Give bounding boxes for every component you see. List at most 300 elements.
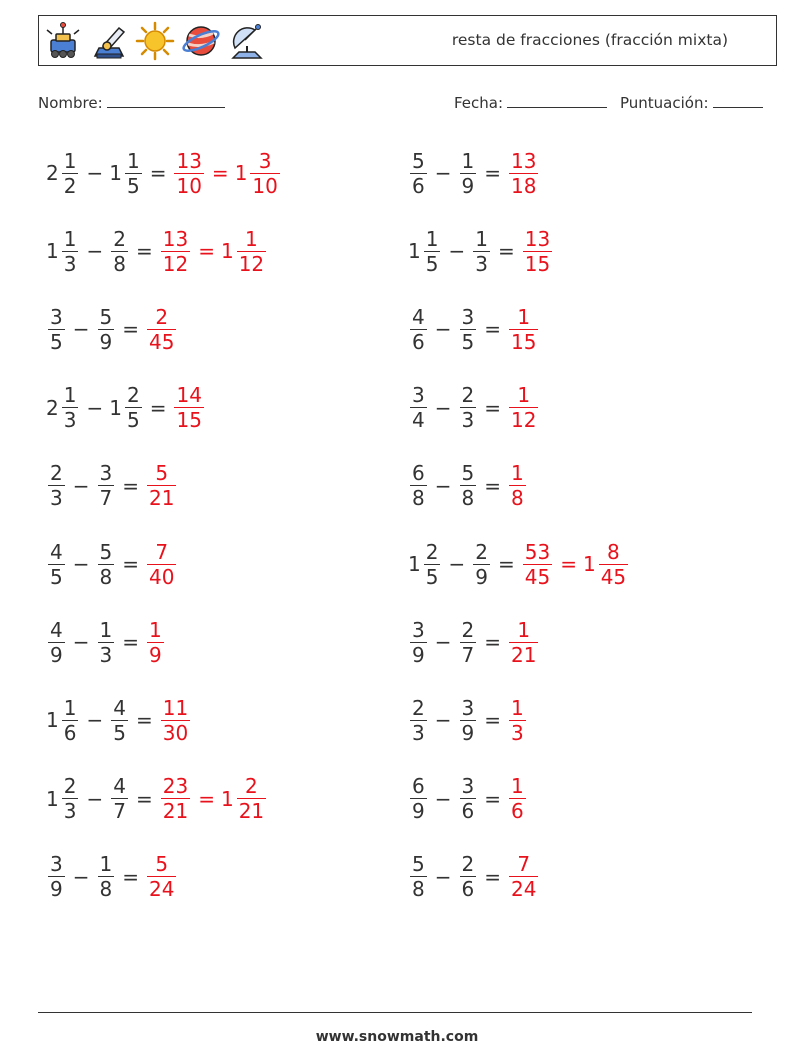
answer-denominator: 21 bbox=[511, 642, 537, 667]
answer-numerator: 1 bbox=[511, 695, 524, 720]
minus-sign: − bbox=[448, 552, 466, 576]
answer-fraction bbox=[147, 618, 164, 667]
answer-fraction bbox=[147, 540, 176, 589]
minuend-fraction bbox=[424, 227, 441, 276]
subtrahend-numerator: 1 bbox=[99, 617, 113, 642]
answer bbox=[521, 227, 554, 276]
subtrahend-denominator: 6 bbox=[461, 799, 475, 824]
subtrahend-fraction bbox=[460, 149, 477, 198]
subtrahend-fraction bbox=[98, 618, 115, 667]
minuend-numerator: 5 bbox=[412, 852, 425, 877]
subtrahend-fraction bbox=[125, 149, 142, 198]
answer bbox=[145, 852, 178, 901]
answer-numerator: 1 bbox=[511, 774, 524, 799]
equals-sign: = bbox=[122, 317, 139, 342]
answer-numerator: 1 bbox=[149, 617, 162, 642]
minuend-whole: 1 bbox=[408, 239, 421, 264]
equals-sign: = bbox=[149, 161, 167, 185]
mixed-answer-whole: 1 bbox=[220, 239, 234, 264]
minuend-denominator: 6 bbox=[412, 173, 425, 198]
minuend-numerator: 6 bbox=[412, 461, 425, 486]
minuend-numerator: 1 bbox=[63, 148, 77, 173]
answer-fraction bbox=[509, 852, 538, 901]
subtrahend-denominator: 5 bbox=[126, 173, 140, 198]
subtrahend-fraction bbox=[460, 696, 477, 745]
answer bbox=[507, 461, 528, 510]
answer-denominator: 21 bbox=[162, 799, 189, 824]
equals-sign: = bbox=[560, 552, 577, 576]
problem-item bbox=[408, 143, 540, 203]
equals-sign: = bbox=[122, 864, 139, 889]
problem-item bbox=[46, 769, 268, 829]
subtrahend-numerator: 2 bbox=[126, 383, 140, 408]
equals-sign: = bbox=[484, 630, 501, 655]
minuend-denominator: 5 bbox=[425, 564, 439, 589]
minus-sign: − bbox=[72, 317, 90, 342]
equals-sign: = bbox=[122, 473, 139, 498]
footer-divider bbox=[38, 1012, 752, 1013]
answer-denominator: 12 bbox=[511, 408, 537, 433]
subtrahend-fraction bbox=[460, 852, 477, 901]
subtrahend-denominator: 8 bbox=[461, 486, 475, 511]
answer bbox=[507, 305, 540, 354]
answer-fraction bbox=[509, 696, 526, 745]
minuend-fraction bbox=[48, 305, 65, 354]
minuend-whole: 2 bbox=[46, 395, 59, 420]
minuend-denominator: 9 bbox=[412, 642, 425, 667]
subtrahend-denominator: 8 bbox=[99, 564, 113, 589]
minuend-numerator: 4 bbox=[50, 617, 63, 642]
answer-fraction bbox=[147, 305, 176, 354]
minuend-numerator: 2 bbox=[412, 695, 425, 720]
answer-fraction bbox=[174, 149, 203, 198]
subtrahend-numerator: 2 bbox=[475, 539, 488, 564]
answer-numerator: 7 bbox=[517, 852, 531, 877]
answer-denominator: 12 bbox=[162, 251, 189, 276]
answer bbox=[145, 461, 178, 510]
minuend-fraction bbox=[62, 383, 79, 432]
minuend-fraction bbox=[410, 774, 427, 823]
answer bbox=[507, 383, 540, 432]
minuend-denominator: 3 bbox=[50, 486, 63, 511]
minuend-denominator: 6 bbox=[412, 329, 425, 354]
subtrahend-denominator: 3 bbox=[475, 251, 488, 276]
score-blank[interactable] bbox=[713, 93, 763, 108]
minuend-numerator: 3 bbox=[412, 617, 425, 642]
answer-numerator: 23 bbox=[162, 774, 189, 799]
answer bbox=[172, 383, 205, 432]
subtrahend-fraction bbox=[460, 618, 477, 667]
problem-item bbox=[46, 534, 178, 594]
equals-sign: = bbox=[484, 786, 501, 811]
answer-numerator: 13 bbox=[176, 148, 202, 173]
answer-fraction bbox=[509, 149, 538, 198]
subtrahend-numerator: 2 bbox=[113, 226, 126, 251]
minuend-numerator: 2 bbox=[63, 774, 77, 799]
minuend-numerator: 1 bbox=[425, 226, 439, 251]
subtrahend-fraction bbox=[111, 696, 128, 745]
problem-item bbox=[46, 143, 282, 203]
problem-item bbox=[408, 299, 540, 359]
answer-denominator: 15 bbox=[511, 329, 537, 354]
subtrahend-fraction bbox=[98, 852, 115, 901]
subtrahend-numerator: 1 bbox=[475, 226, 488, 251]
problem-item bbox=[408, 690, 528, 750]
answer-denominator: 8 bbox=[511, 486, 524, 511]
answer-numerator: 2 bbox=[155, 304, 169, 329]
answer bbox=[159, 227, 268, 276]
subtrahend-fraction bbox=[111, 227, 128, 276]
minus-sign: − bbox=[434, 395, 452, 420]
minuend-whole: 1 bbox=[46, 239, 59, 264]
answer bbox=[159, 696, 192, 745]
worksheet-header bbox=[38, 15, 777, 66]
minuend-denominator: 3 bbox=[412, 720, 425, 745]
subtrahend-numerator: 3 bbox=[461, 304, 475, 329]
minuend-numerator: 4 bbox=[50, 539, 63, 564]
mixed-answer-whole: 1 bbox=[582, 552, 596, 576]
minus-sign: − bbox=[72, 864, 90, 889]
subtrahend-denominator: 5 bbox=[113, 720, 126, 745]
problem-item bbox=[46, 378, 206, 438]
subtrahend-numerator: 2 bbox=[461, 383, 475, 408]
answer-denominator: 24 bbox=[149, 877, 175, 902]
subtrahend-fraction bbox=[460, 461, 477, 510]
subtrahend-numerator: 3 bbox=[99, 461, 113, 486]
minuend-fraction bbox=[410, 305, 427, 354]
subtrahend-fraction bbox=[125, 383, 142, 432]
minuend-fraction bbox=[48, 540, 65, 589]
subtrahend-denominator: 9 bbox=[461, 173, 475, 198]
equals-sign: = bbox=[484, 864, 501, 889]
minuend-denominator: 8 bbox=[412, 877, 425, 902]
mixed-answer-denominator: 21 bbox=[238, 799, 265, 824]
minuend-fraction bbox=[62, 774, 79, 823]
minuend-numerator: 5 bbox=[412, 148, 425, 173]
minuend-fraction bbox=[410, 618, 427, 667]
subtrahend-numerator: 1 bbox=[99, 852, 113, 877]
answer bbox=[145, 618, 166, 667]
minuend-denominator: 4 bbox=[412, 408, 425, 433]
equals-sign: = bbox=[484, 161, 501, 185]
minuend-numerator: 1 bbox=[63, 695, 77, 720]
answer-numerator: 1 bbox=[517, 617, 531, 642]
problem-item bbox=[408, 612, 540, 672]
mixed-answer-denominator: 10 bbox=[252, 173, 278, 198]
problem-item bbox=[46, 690, 192, 750]
answer-denominator: 3 bbox=[511, 720, 524, 745]
mixed-answer-numerator: 1 bbox=[245, 226, 258, 251]
subtrahend-denominator: 9 bbox=[99, 329, 113, 354]
answer-fraction bbox=[523, 540, 552, 589]
minuend-denominator: 2 bbox=[63, 173, 77, 198]
worksheet-title: resta de fracciones (fracción mixta) bbox=[451, 31, 728, 49]
subtrahend-numerator: 5 bbox=[99, 539, 113, 564]
minus-sign: − bbox=[434, 473, 452, 498]
answer bbox=[145, 305, 178, 354]
answer-fraction bbox=[161, 696, 190, 745]
mixed-answer-fraction bbox=[237, 227, 266, 276]
answer-fraction bbox=[523, 227, 552, 276]
answer bbox=[159, 774, 268, 823]
telescope-icon bbox=[89, 20, 129, 62]
problem-item bbox=[408, 456, 528, 516]
mixed-answer-numerator: 3 bbox=[258, 148, 272, 173]
satellite-dish-icon bbox=[227, 20, 267, 62]
minuend-numerator: 6 bbox=[412, 774, 425, 799]
answer bbox=[521, 540, 630, 589]
answer-denominator: 45 bbox=[524, 564, 551, 589]
subtrahend-denominator: 3 bbox=[461, 408, 475, 433]
equals-sign: = bbox=[198, 239, 215, 264]
subtrahend-denominator: 7 bbox=[99, 486, 113, 511]
subtrahend-fraction bbox=[473, 540, 490, 589]
equals-sign: = bbox=[135, 786, 153, 811]
subtrahend-denominator: 9 bbox=[475, 564, 488, 589]
date-blank[interactable] bbox=[507, 93, 607, 108]
minuend-whole: 1 bbox=[408, 552, 421, 576]
answer bbox=[172, 149, 281, 198]
answer-denominator: 15 bbox=[176, 408, 202, 433]
answer-numerator: 11 bbox=[162, 695, 189, 720]
mixed-answer-numerator: 2 bbox=[245, 774, 258, 799]
minuend-fraction bbox=[424, 540, 441, 589]
answer-fraction bbox=[509, 383, 538, 432]
equals-sign: = bbox=[135, 239, 153, 264]
mixed-answer-whole: 1 bbox=[234, 161, 248, 185]
rover-icon bbox=[43, 20, 83, 62]
equals-sign: = bbox=[484, 473, 501, 498]
footer-url: www.snowmath.com bbox=[315, 1029, 479, 1045]
minuend-numerator: 3 bbox=[50, 852, 63, 877]
subtrahend-numerator: 3 bbox=[461, 695, 475, 720]
score-field bbox=[620, 93, 763, 112]
subtrahend-numerator: 5 bbox=[99, 304, 113, 329]
minus-sign: − bbox=[448, 239, 466, 264]
minus-sign: − bbox=[434, 786, 452, 811]
problem-item bbox=[408, 534, 630, 594]
subtrahend-numerator: 2 bbox=[461, 617, 475, 642]
equals-sign: = bbox=[198, 786, 215, 811]
minuend-fraction bbox=[48, 461, 65, 510]
equals-sign: = bbox=[135, 708, 153, 733]
minus-sign: − bbox=[86, 395, 104, 420]
answer-fraction bbox=[509, 774, 526, 823]
subtrahend-numerator: 3 bbox=[461, 774, 475, 799]
subtrahend-fraction bbox=[111, 774, 128, 823]
date-field bbox=[454, 93, 607, 112]
minus-sign: − bbox=[86, 786, 104, 811]
mixed-answer-whole: 1 bbox=[220, 786, 234, 811]
problem-item bbox=[46, 847, 178, 907]
subtrahend-fraction bbox=[98, 461, 115, 510]
name-field bbox=[38, 93, 225, 112]
answer-denominator: 24 bbox=[511, 877, 537, 902]
answer-fraction bbox=[174, 383, 203, 432]
answer-numerator: 1 bbox=[517, 383, 531, 408]
minuend-denominator: 3 bbox=[63, 251, 77, 276]
problem-item bbox=[408, 378, 540, 438]
subtrahend-numerator: 4 bbox=[113, 695, 126, 720]
subtrahend-denominator: 5 bbox=[126, 408, 140, 433]
minuend-numerator: 3 bbox=[412, 383, 425, 408]
equals-sign: = bbox=[497, 239, 515, 264]
minuend-numerator: 2 bbox=[50, 461, 63, 486]
equals-sign: = bbox=[122, 630, 139, 655]
minuend-fraction bbox=[62, 149, 79, 198]
mixed-answer-denominator: 12 bbox=[238, 251, 265, 276]
answer-numerator: 53 bbox=[524, 539, 551, 564]
subtrahend-denominator: 6 bbox=[461, 877, 475, 902]
answer-numerator: 14 bbox=[176, 383, 202, 408]
answer-fraction bbox=[509, 618, 538, 667]
minus-sign: − bbox=[434, 864, 452, 889]
subtrahend-numerator: 1 bbox=[461, 148, 475, 173]
minuend-denominator: 9 bbox=[50, 642, 63, 667]
minuend-fraction bbox=[48, 852, 65, 901]
answer bbox=[507, 149, 540, 198]
minuend-whole: 1 bbox=[46, 708, 59, 733]
subtrahend-fraction bbox=[473, 227, 490, 276]
minuend-numerator: 1 bbox=[63, 226, 77, 251]
subtrahend-denominator: 7 bbox=[113, 799, 126, 824]
planet-icon bbox=[181, 20, 221, 62]
answer-fraction bbox=[509, 305, 538, 354]
answer-denominator: 15 bbox=[524, 251, 551, 276]
score-label: Puntuación: bbox=[620, 94, 709, 112]
minus-sign: − bbox=[86, 239, 104, 264]
answer-denominator: 45 bbox=[149, 329, 175, 354]
subtrahend-fraction bbox=[98, 305, 115, 354]
minuend-numerator: 1 bbox=[63, 383, 77, 408]
minuend-denominator: 9 bbox=[50, 877, 63, 902]
name-label: Nombre: bbox=[38, 94, 103, 112]
minus-sign: − bbox=[72, 552, 90, 576]
subtrahend-whole: 1 bbox=[109, 395, 122, 420]
problem-item bbox=[408, 847, 540, 907]
mixed-answer-numerator: 8 bbox=[607, 539, 620, 564]
subtrahend-fraction bbox=[460, 383, 477, 432]
mixed-answer-fraction bbox=[250, 149, 279, 198]
equals-sign: = bbox=[149, 395, 167, 420]
answer-fraction bbox=[161, 774, 190, 823]
minus-sign: − bbox=[434, 161, 452, 185]
minus-sign: − bbox=[434, 317, 452, 342]
subtrahend-denominator: 3 bbox=[99, 642, 113, 667]
equals-sign: = bbox=[497, 552, 515, 576]
minuend-denominator: 5 bbox=[50, 564, 63, 589]
minus-sign: − bbox=[72, 473, 90, 498]
answer-denominator: 21 bbox=[149, 486, 175, 511]
subtrahend-denominator: 8 bbox=[113, 251, 126, 276]
minuend-fraction bbox=[48, 618, 65, 667]
answer-denominator: 10 bbox=[176, 173, 202, 198]
answer-fraction bbox=[147, 852, 176, 901]
minuend-fraction bbox=[410, 852, 427, 901]
subtrahend-numerator: 2 bbox=[461, 852, 475, 877]
answer-denominator: 6 bbox=[511, 799, 524, 824]
minuend-numerator: 4 bbox=[412, 304, 425, 329]
minuend-numerator: 2 bbox=[425, 539, 439, 564]
subtrahend-numerator: 5 bbox=[461, 461, 475, 486]
minus-sign: − bbox=[72, 630, 90, 655]
answer-fraction bbox=[161, 227, 190, 276]
minus-sign: − bbox=[86, 161, 104, 185]
sun-icon bbox=[135, 20, 175, 62]
answer-numerator: 1 bbox=[517, 304, 531, 329]
answer-fraction bbox=[509, 461, 526, 510]
subtrahend-numerator: 1 bbox=[126, 148, 140, 173]
equals-sign: = bbox=[484, 708, 501, 733]
minuend-fraction bbox=[410, 461, 427, 510]
problem-item bbox=[408, 221, 554, 281]
subtrahend-whole: 1 bbox=[109, 161, 122, 185]
problem-item bbox=[408, 769, 528, 829]
equals-sign: = bbox=[484, 317, 501, 342]
answer-numerator: 13 bbox=[162, 226, 189, 251]
minuend-fraction bbox=[62, 227, 79, 276]
subtrahend-denominator: 9 bbox=[461, 720, 475, 745]
problem-item bbox=[46, 221, 268, 281]
answer-numerator: 5 bbox=[155, 852, 169, 877]
minuend-numerator: 3 bbox=[50, 304, 63, 329]
minuend-whole: 1 bbox=[46, 786, 59, 811]
equals-sign: = bbox=[484, 395, 501, 420]
name-blank[interactable] bbox=[107, 93, 225, 108]
subtrahend-denominator: 5 bbox=[461, 329, 475, 354]
minuend-denominator: 5 bbox=[50, 329, 63, 354]
answer-numerator: 7 bbox=[155, 539, 169, 564]
minuend-denominator: 3 bbox=[63, 408, 77, 433]
equals-sign: = bbox=[122, 552, 139, 576]
answer-numerator: 13 bbox=[524, 226, 551, 251]
answer-denominator: 30 bbox=[162, 720, 189, 745]
problem-item bbox=[46, 456, 178, 516]
problem-item bbox=[46, 299, 178, 359]
answer-numerator: 1 bbox=[511, 461, 524, 486]
subtrahend-fraction bbox=[460, 305, 477, 354]
problem-item bbox=[46, 612, 166, 672]
minuend-denominator: 8 bbox=[412, 486, 425, 511]
equals-sign: = bbox=[211, 161, 229, 185]
minuend-whole: 2 bbox=[46, 161, 59, 185]
minuend-fraction bbox=[410, 149, 427, 198]
minuend-fraction bbox=[62, 696, 79, 745]
subtrahend-numerator: 4 bbox=[113, 774, 126, 799]
answer bbox=[507, 696, 528, 745]
minus-sign: − bbox=[86, 708, 104, 733]
answer bbox=[507, 774, 528, 823]
date-label: Fecha: bbox=[454, 94, 504, 112]
answer bbox=[145, 540, 178, 589]
answer-denominator: 40 bbox=[149, 564, 175, 589]
icon-strip bbox=[43, 20, 267, 62]
subtrahend-fraction bbox=[460, 774, 477, 823]
minuend-denominator: 6 bbox=[63, 720, 77, 745]
answer bbox=[507, 852, 540, 901]
subtrahend-denominator: 7 bbox=[461, 642, 475, 667]
mixed-answer-fraction bbox=[237, 774, 266, 823]
answer-numerator: 5 bbox=[155, 461, 169, 486]
subtrahend-fraction bbox=[98, 540, 115, 589]
answer-denominator: 18 bbox=[511, 173, 537, 198]
answer bbox=[507, 618, 540, 667]
answer-fraction bbox=[147, 461, 176, 510]
minuend-denominator: 3 bbox=[63, 799, 77, 824]
subtrahend-denominator: 8 bbox=[99, 877, 113, 902]
mixed-answer-fraction bbox=[599, 540, 628, 589]
minuend-denominator: 9 bbox=[412, 799, 425, 824]
